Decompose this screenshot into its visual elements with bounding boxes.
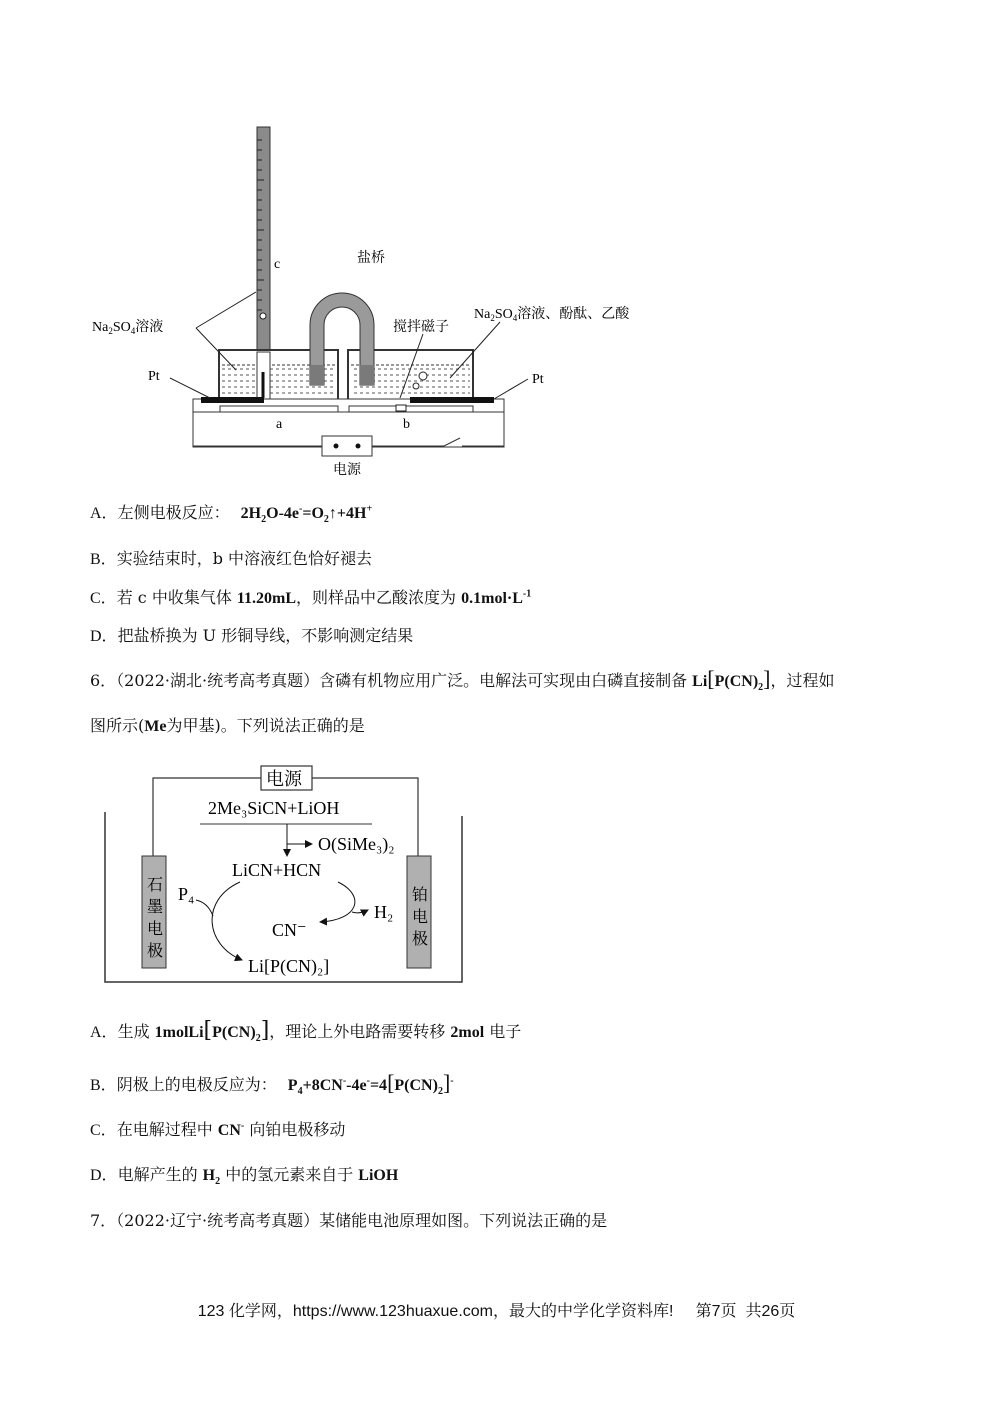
graphite-label-4: 极 [147, 943, 164, 960]
graduated-tube [257, 127, 270, 382]
label-a: a [276, 417, 283, 432]
q5-option-d: D．把盐桥换为 U 形铜导线，不影响测定结果 [90, 626, 414, 645]
p4-label: P₄ [178, 884, 195, 904]
electrolysis-apparatus-figure [0, 0, 993, 490]
salt-bridge-label: 盐桥 [357, 251, 385, 266]
graphite-label-3: 电 [147, 921, 164, 938]
power-label: 电源 [333, 463, 361, 478]
q6-option-a: A．生成 $1molLi[P(CN)_2]$，理论上外电路需要转移 2mol 电子 [90, 1018, 522, 1045]
left-solution-label: $Na_2SO_4$溶液 [92, 320, 164, 336]
stir-magnet-label: 搅拌磁子 [393, 320, 449, 335]
q6-option-d: D．电解产生的 $H_2$ 中的氢元素来自于 LiOH [90, 1165, 399, 1188]
product-label: Li[P(CN)₂] [248, 956, 330, 976]
q5-option-a: A．左侧电极反应： $2H_2O-4e^-=O_2↑+4H^+$ [90, 503, 373, 526]
right-solution-label: $Na_2SO_4$溶液、酚酞、乙酸 [474, 307, 630, 323]
platinum-label-2: 电 [412, 909, 429, 926]
graphite-label-2: 墨 [147, 899, 164, 916]
q5-option-c: C．若 c 中收集气体 11.20mL，则样品中乙酸浓度为 $0.1mol\cdot L^{-1}$ [90, 588, 532, 607]
cn-label: CN⁻ [272, 920, 307, 940]
q6-stem-line1: 6．（2022·湖北·统考高考真题）含磷有机物应用广泛。电解法可实现由白磷直接制备 $Li[P(CN)_2]$，过程如 [90, 666, 835, 694]
platinum-label-1: 铂 [412, 887, 429, 904]
q6-stem-line2: 图所示(Me为甲基)。下列说法正确的是 [90, 716, 365, 735]
stir-bar [396, 405, 406, 411]
h2-label: H₂ [374, 902, 394, 922]
electrolysis-cell-figure [0, 760, 993, 1020]
platinum-label-3: 极 [412, 931, 429, 948]
pt-right-label: Pt [532, 372, 544, 387]
q5-option-b: B．实验结束时，b 中溶液红色恰好褪去 [90, 549, 373, 568]
mid-species-label: LiCN+HCN [232, 860, 322, 880]
q6-option-b: B．阴极上的电极反应为： $P_4+8CN^--4e^-=4[P(CN)_2]^-$ [90, 1070, 454, 1098]
power-supply [322, 436, 372, 456]
tube-label-c: c [274, 257, 281, 272]
byproduct-label: O(SiMe₃)₂ [318, 834, 395, 854]
graphite-label-1: 石 [147, 877, 164, 894]
pt-left-label: Pt [148, 369, 160, 384]
q6-option-c: C．在电解过程中 CN- 向铂电极移动 [90, 1120, 346, 1139]
label-b: b [403, 417, 410, 432]
page-footer: 123 化学网，https://www.123huaxue.com，最大的中学化学资料库! 第7页 共26页 [197, 1303, 796, 1320]
reagent-label: 2Me₃SiCN+LiOH [208, 798, 340, 818]
power-label: 电源 [266, 769, 302, 789]
q7-stem: 7．（2022·辽宁·统考高考真题）某储能电池原理如图。下列说法正确的是 [90, 1211, 608, 1230]
